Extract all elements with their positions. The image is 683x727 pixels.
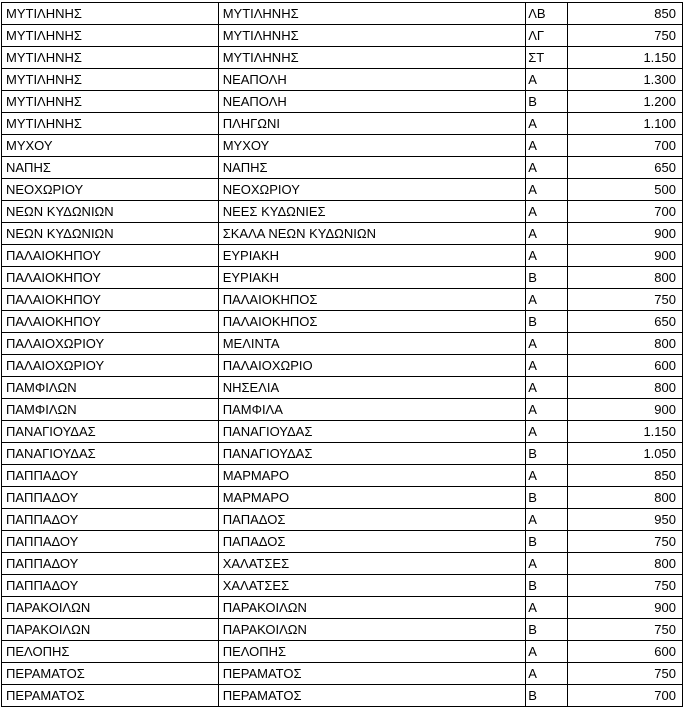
zone-cell: Α (526, 465, 568, 487)
zone-cell: ΣΤ (526, 47, 568, 69)
value-cell: 1.150 (568, 421, 683, 443)
table-row (2, 553, 683, 575)
municipality-cell: ΠΑΠΠΑΔΟΥ (2, 509, 219, 531)
municipality-cell: ΜΥΤΙΛΗΝΗΣ (2, 25, 219, 47)
value-cell: 500 (568, 179, 683, 201)
municipality-cell: ΠΑΛΑΙΟΧΩΡΙΟΥ (2, 355, 219, 377)
value-cell: 700 (568, 685, 683, 707)
value-cell: 800 (568, 333, 683, 355)
table-row (2, 113, 683, 135)
value-cell: 1.150 (568, 47, 683, 69)
zone-cell: Α (526, 179, 568, 201)
table-row (2, 355, 683, 377)
table-body (2, 3, 683, 707)
value-cell: 900 (568, 245, 683, 267)
zone-cell: Α (526, 553, 568, 575)
table-row (2, 91, 683, 113)
municipality-cell: ΜΥΤΙΛΗΝΗΣ (2, 91, 219, 113)
value-cell: 850 (568, 3, 683, 25)
municipality-cell: ΠΑΜΦΙΛΩΝ (2, 399, 219, 421)
municipality-cell: ΠΑΝΑΓΙΟΥΔΑΣ (2, 421, 219, 443)
zone-cell: Α (526, 421, 568, 443)
zone-cell: Α (526, 509, 568, 531)
municipality-cell: ΜΥΤΙΛΗΝΗΣ (2, 113, 219, 135)
municipality-cell: ΜΥΧΟΥ (2, 135, 219, 157)
value-cell: 650 (568, 311, 683, 333)
municipality-cell: ΠΑΠΠΑΔΟΥ (2, 553, 219, 575)
settlement-cell: ΠΕΛΟΠΗΣ (218, 641, 526, 663)
settlement-cell: ΠΕΡΑΜΑΤΟΣ (218, 685, 526, 707)
settlement-cell: ΠΑΛΑΙΟΚΗΠΟΣ (218, 311, 526, 333)
table-row (2, 223, 683, 245)
value-cell: 800 (568, 377, 683, 399)
table-row (2, 641, 683, 663)
table-row (2, 619, 683, 641)
zone-cell: Α (526, 135, 568, 157)
value-cell: 800 (568, 553, 683, 575)
value-cell: 900 (568, 597, 683, 619)
settlement-cell: ΝΑΠΗΣ (218, 157, 526, 179)
settlement-cell: ΜΕΛΙΝΤΑ (218, 333, 526, 355)
value-cell: 850 (568, 465, 683, 487)
zone-cell: Β (526, 443, 568, 465)
zone-cell: Β (526, 91, 568, 113)
table-row (2, 531, 683, 553)
settlement-cell: ΠΑΠΑΔΟΣ (218, 531, 526, 553)
municipality-cell: ΠΕΡΑΜΑΤΟΣ (2, 685, 219, 707)
zone-cell: Β (526, 311, 568, 333)
table-row (2, 245, 683, 267)
value-cell: 700 (568, 135, 683, 157)
value-cell: 950 (568, 509, 683, 531)
settlement-cell: ΠΑΜΦΙΛΑ (218, 399, 526, 421)
zone-cell: Α (526, 113, 568, 135)
settlement-cell: ΧΑΛΑΤΣΕΣ (218, 553, 526, 575)
settlement-cell: ΝΕΕΣ ΚΥΔΩΝΙΕΣ (218, 201, 526, 223)
table-row (2, 399, 683, 421)
settlement-cell: ΠΑΛΑΙΟΚΗΠΟΣ (218, 289, 526, 311)
value-cell: 900 (568, 223, 683, 245)
table-row (2, 179, 683, 201)
table-row (2, 157, 683, 179)
settlement-cell: ΜΑΡΜΑΡΟ (218, 465, 526, 487)
municipality-cell: ΜΥΤΙΛΗΝΗΣ (2, 3, 219, 25)
value-cell: 800 (568, 267, 683, 289)
municipality-cell: ΝΕΩΝ ΚΥΔΩΝΙΩΝ (2, 201, 219, 223)
municipality-cell: ΠΑΠΠΑΔΟΥ (2, 575, 219, 597)
municipality-cell: ΠΑΛΑΙΟΚΗΠΟΥ (2, 267, 219, 289)
value-cell: 750 (568, 25, 683, 47)
zone-cell: Α (526, 597, 568, 619)
municipality-cell: ΠΑΝΑΓΙΟΥΔΑΣ (2, 443, 219, 465)
municipality-cell: ΠΑΜΦΙΛΩΝ (2, 377, 219, 399)
zone-cell: Α (526, 641, 568, 663)
municipality-cell: ΜΥΤΙΛΗΝΗΣ (2, 69, 219, 91)
table-row (2, 597, 683, 619)
value-cell: 800 (568, 487, 683, 509)
settlement-cell: ΠΑΝΑΓΙΟΥΔΑΣ (218, 443, 526, 465)
settlement-cell: ΠΑΝΑΓΙΟΥΔΑΣ (218, 421, 526, 443)
settlement-cell: ΠΑΛΑΙΟΧΩΡΙΟ (218, 355, 526, 377)
table-row (2, 685, 683, 707)
table-row (2, 663, 683, 685)
value-cell: 600 (568, 641, 683, 663)
table-row (2, 311, 683, 333)
municipality-cell: ΠΑΛΑΙΟΧΩΡΙΟΥ (2, 333, 219, 355)
settlement-cell: ΜΥΧΟΥ (218, 135, 526, 157)
table-row (2, 25, 683, 47)
table-row (2, 47, 683, 69)
settlement-cell: ΝΕΟΧΩΡΙΟΥ (218, 179, 526, 201)
municipality-cell: ΠΑΛΑΙΟΚΗΠΟΥ (2, 311, 219, 333)
municipality-cell: ΠΑΠΠΑΔΟΥ (2, 531, 219, 553)
municipality-cell: ΠΑΛΑΙΟΚΗΠΟΥ (2, 289, 219, 311)
table-row (2, 135, 683, 157)
zone-cell: Α (526, 333, 568, 355)
table-row (2, 3, 683, 25)
zone-cell: Α (526, 377, 568, 399)
table-row (2, 377, 683, 399)
table-row (2, 267, 683, 289)
zone-cell: Α (526, 355, 568, 377)
table-row (2, 575, 683, 597)
zone-cell: Β (526, 487, 568, 509)
value-cell: 750 (568, 619, 683, 641)
settlement-cell: ΜΥΤΙΛΗΝΗΣ (218, 3, 526, 25)
zone-cell: Α (526, 399, 568, 421)
settlement-cell: ΝΕΑΠΟΛΗ (218, 91, 526, 113)
settlement-cell: ΕΥΡΙΑΚΗ (218, 245, 526, 267)
value-cell: 750 (568, 663, 683, 685)
zone-cell: Β (526, 531, 568, 553)
value-cell: 600 (568, 355, 683, 377)
table-row (2, 289, 683, 311)
municipality-cell: ΠΕΛΟΠΗΣ (2, 641, 219, 663)
settlement-cell: ΠΛΗΓΩΝΙ (218, 113, 526, 135)
table-row (2, 333, 683, 355)
zone-cell: ΛΓ (526, 25, 568, 47)
settlement-cell: ΕΥΡΙΑΚΗ (218, 267, 526, 289)
settlement-cell: ΝΕΑΠΟΛΗ (218, 69, 526, 91)
value-cell: 900 (568, 399, 683, 421)
zone-cell: Α (526, 663, 568, 685)
value-cell: 750 (568, 289, 683, 311)
settlement-cell: ΠΑΡΑΚΟΙΛΩΝ (218, 619, 526, 641)
value-cell: 1.100 (568, 113, 683, 135)
zone-cell: Α (526, 69, 568, 91)
zone-cell: Β (526, 685, 568, 707)
value-cell: 1.200 (568, 91, 683, 113)
municipality-cell: ΠΑΡΑΚΟΙΛΩΝ (2, 619, 219, 641)
zone-cell: Α (526, 289, 568, 311)
municipality-cell: ΜΥΤΙΛΗΝΗΣ (2, 47, 219, 69)
municipality-cell: ΠΑΠΠΑΔΟΥ (2, 465, 219, 487)
table-row (2, 421, 683, 443)
zone-cell: Β (526, 619, 568, 641)
municipality-cell: ΝΕΟΧΩΡΙΟΥ (2, 179, 219, 201)
settlement-cell: ΜΥΤΙΛΗΝΗΣ (218, 47, 526, 69)
zone-cell: Α (526, 223, 568, 245)
settlement-cell: ΠΑΠΑΔΟΣ (218, 509, 526, 531)
settlement-cell: ΠΕΡΑΜΑΤΟΣ (218, 663, 526, 685)
table-row (2, 443, 683, 465)
settlement-cell: ΜΥΤΙΛΗΝΗΣ (218, 25, 526, 47)
table-row (2, 201, 683, 223)
price-zone-table (1, 2, 683, 707)
value-cell: 1.050 (568, 443, 683, 465)
zone-cell: Α (526, 157, 568, 179)
value-cell: 1.300 (568, 69, 683, 91)
zone-cell: ΛΒ (526, 3, 568, 25)
table-row (2, 509, 683, 531)
value-cell: 700 (568, 201, 683, 223)
table-row (2, 487, 683, 509)
zone-cell: Β (526, 267, 568, 289)
table-row (2, 69, 683, 91)
municipality-cell: ΝΕΩΝ ΚΥΔΩΝΙΩΝ (2, 223, 219, 245)
settlement-cell: ΣΚΑΛΑ ΝΕΩΝ ΚΥΔΩΝΙΩΝ (218, 223, 526, 245)
municipality-cell: ΠΑΡΑΚΟΙΛΩΝ (2, 597, 219, 619)
zone-cell: Α (526, 201, 568, 223)
zone-cell: Β (526, 575, 568, 597)
municipality-cell: ΠΑΛΑΙΟΚΗΠΟΥ (2, 245, 219, 267)
settlement-cell: ΧΑΛΑΤΣΕΣ (218, 575, 526, 597)
municipality-cell: ΠΑΠΠΑΔΟΥ (2, 487, 219, 509)
municipality-cell: ΠΕΡΑΜΑΤΟΣ (2, 663, 219, 685)
municipality-cell: ΝΑΠΗΣ (2, 157, 219, 179)
value-cell: 750 (568, 531, 683, 553)
value-cell: 750 (568, 575, 683, 597)
settlement-cell: ΝΗΣΕΛΙΑ (218, 377, 526, 399)
table-row (2, 465, 683, 487)
zone-cell: Α (526, 245, 568, 267)
value-cell: 650 (568, 157, 683, 179)
settlement-cell: ΠΑΡΑΚΟΙΛΩΝ (218, 597, 526, 619)
settlement-cell: ΜΑΡΜΑΡΟ (218, 487, 526, 509)
